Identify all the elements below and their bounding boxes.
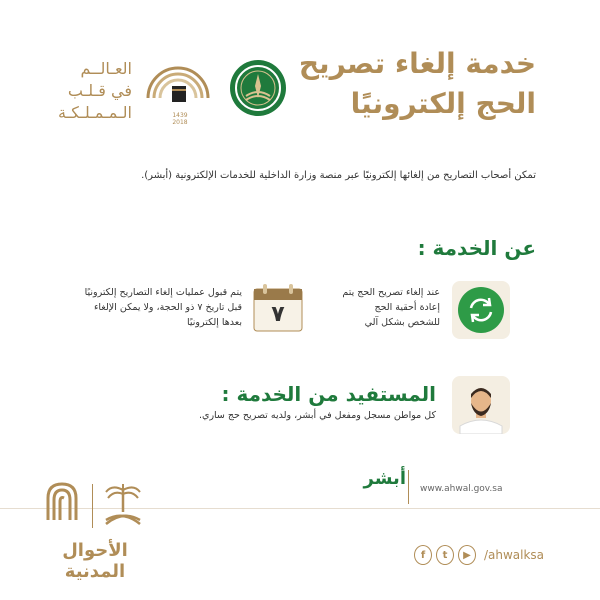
- youtube-icon[interactable]: ▶: [458, 545, 476, 565]
- facebook-icon[interactable]: f: [414, 545, 432, 565]
- campaign-line-3: الـمـمـلـكـة: [58, 103, 132, 122]
- ministry-emblem-logo: [228, 58, 288, 118]
- agency-name: الأحوال المدنية: [62, 540, 128, 582]
- social-handle[interactable]: /ahwalksa: [483, 548, 545, 562]
- social-links: [414, 545, 544, 565]
- website-label[interactable]: www.ahwal.gov.sa: [420, 484, 503, 494]
- title-line-2: الحج إلكترونيًا: [350, 87, 536, 120]
- divider: [408, 470, 409, 504]
- refresh-icon: [452, 281, 510, 339]
- campaign-year: [160, 112, 200, 126]
- footer-divider-vertical: [92, 484, 93, 528]
- about-heading: عن الخدمة :: [417, 236, 536, 260]
- page-title: [276, 44, 536, 124]
- campaign-year-gregorian: 2018: [172, 119, 188, 126]
- beneficiary-heading: المستفيد من الخدمة :: [221, 382, 436, 406]
- campaign-line-2: في قـلـب: [67, 81, 132, 100]
- twitter-icon[interactable]: t: [436, 545, 454, 565]
- person-avatar-icon: [452, 376, 510, 434]
- about-item-2-text: يتم قبول عمليات إلغاء التصاريح إلكترونيًا قبل تاريخ ٧ ذو الحجة، ولا يمكن الإلغاء بعدها إلكترونيًا: [84, 287, 242, 328]
- beneficiary-text: كل مواطن مسجل ومفعل في أبشر، ولديه تصريح حج ساري.: [198, 410, 436, 421]
- about-item-1-text: عند إلغاء تصريح الحج يتم إعادة أحقية الحج للشخص بشكل آلي: [342, 287, 440, 328]
- title-line-1: خدمة إلغاء تصريح: [298, 47, 536, 80]
- intro-text: تمكن أصحاب التصاريح من إلغائها إلكترونيًا عبر منصة وزارة الداخلية للخدمات الإلكترونية (أبشر).: [141, 170, 536, 181]
- civil-affairs-fingerprint-logo: [42, 480, 82, 530]
- campaign-year-hijri: 1439: [172, 112, 188, 119]
- calendar-day: ٧: [271, 302, 285, 327]
- campaign-line-1: العـالــم: [80, 59, 132, 78]
- footer-divider: [0, 508, 600, 509]
- absher-logo: أبشر: [363, 468, 406, 489]
- campaign-slogan: [56, 58, 132, 124]
- palm-swords-emblem: [100, 480, 146, 532]
